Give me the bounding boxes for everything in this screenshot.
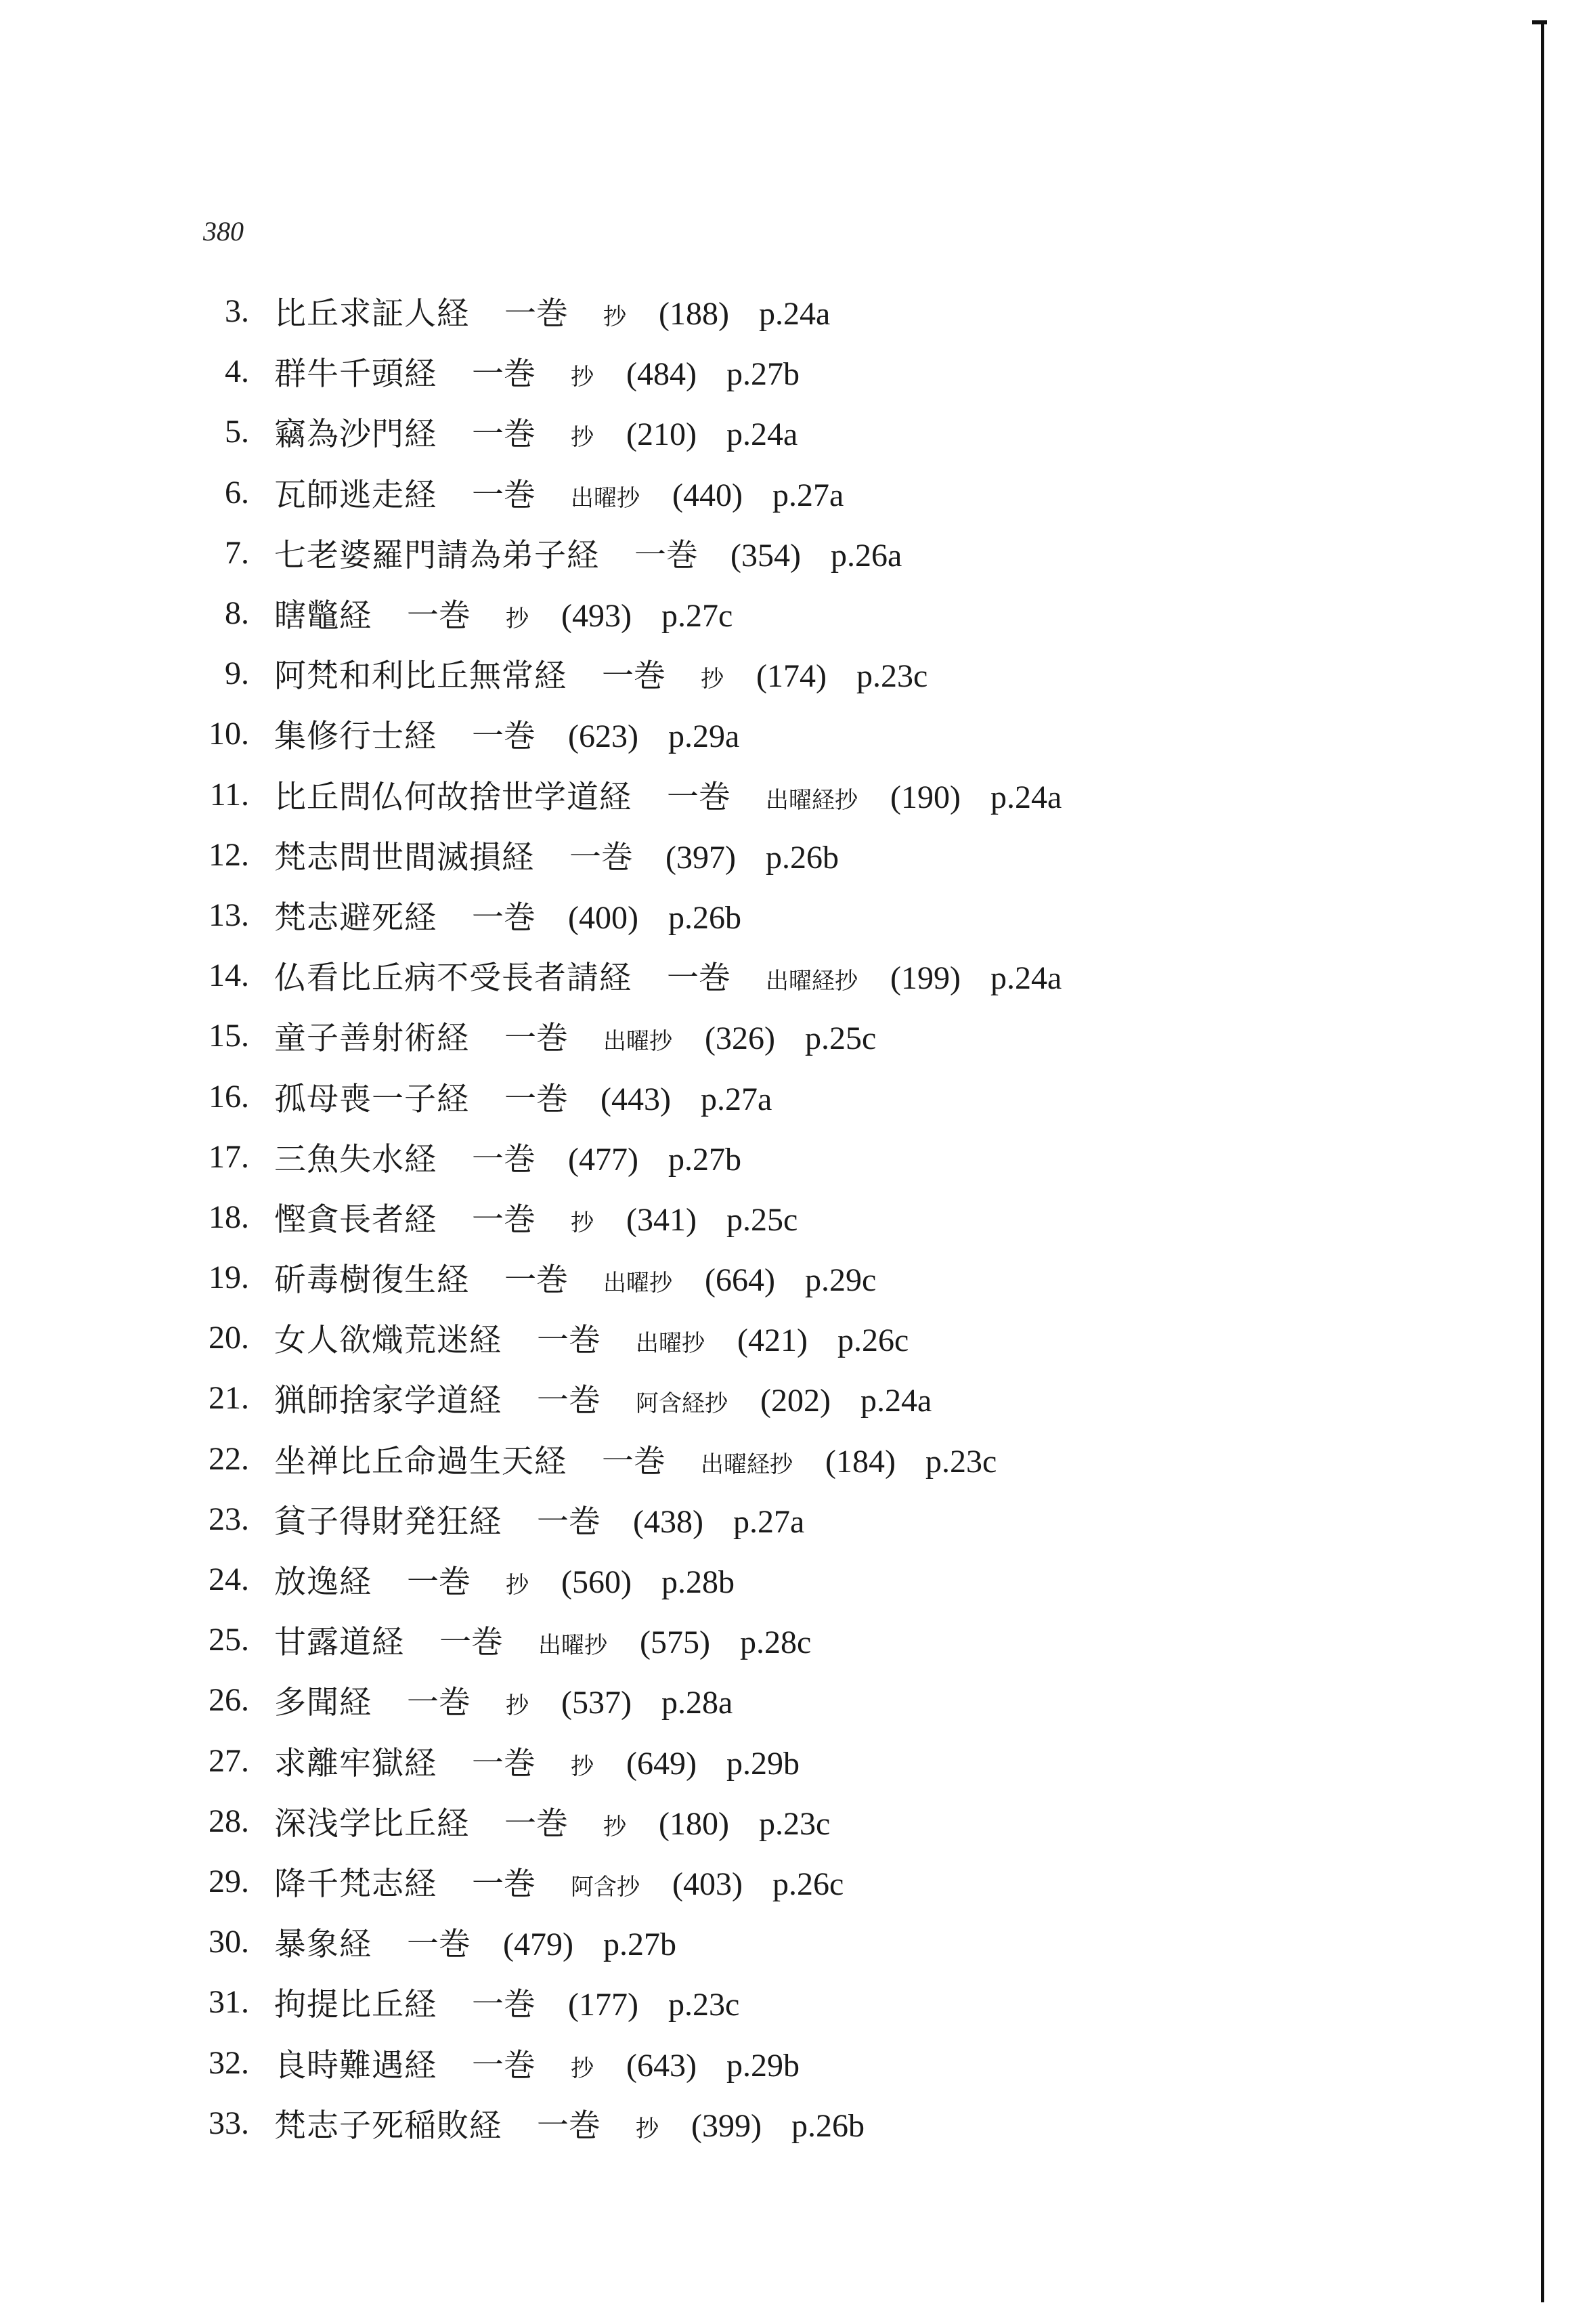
entry-body (274, 953, 1062, 998)
list-item (0, 1429, 1572, 1489)
list-item (0, 1912, 1572, 1972)
entry-number: 5. (225, 414, 249, 450)
entry-catalog-number: (326) (705, 1020, 775, 1057)
entry-catalog-number: (184) (825, 1443, 896, 1480)
entry-body (274, 590, 733, 636)
list-item (0, 1308, 1572, 1368)
entry-number: 20. (209, 1320, 249, 1356)
entry-body (274, 1195, 798, 1240)
list-item (0, 1368, 1572, 1428)
entry-title: 猟師捨家学道経 (274, 1382, 502, 1420)
entry-page-reference: p.26b (668, 899, 741, 936)
entry-number: 8. (225, 595, 249, 632)
entry-title: 貧子得財発狂経 (274, 1503, 502, 1541)
entry-fascicle: 一巻 (602, 658, 665, 695)
entry-catalog-number: (649) (626, 1745, 697, 1782)
entry-note: 抄 (506, 1572, 529, 1599)
entry-note: 出曜抄 (603, 1270, 672, 1297)
entry-page-reference: p.29b (726, 1745, 800, 1782)
entry-fascicle: 一巻 (472, 1865, 536, 1903)
page-number: 380 (203, 216, 244, 246)
entry-catalog-number: (664) (705, 1262, 775, 1299)
entry-fascicle: 一巻 (537, 1503, 601, 1541)
entry-catalog-number: (174) (756, 658, 827, 695)
entry-title: 三魚失水経 (274, 1140, 437, 1178)
entry-note: 抄 (571, 1209, 594, 1236)
list-item (0, 885, 1572, 945)
entry-catalog-number: (477) (568, 1141, 638, 1178)
entry-catalog-number: (493) (561, 598, 632, 634)
entry-body (274, 1074, 772, 1119)
list-item (0, 2093, 1572, 2153)
entry-catalog-number: (190) (890, 779, 961, 815)
entry-body (274, 2040, 800, 2086)
entry-fascicle: 一巻 (472, 476, 536, 514)
entry-title: 孤母喪一子経 (274, 1080, 469, 1118)
entry-page-reference: p.26b (791, 2107, 865, 2144)
entry-page-reference: p.26c (772, 1866, 844, 1902)
entry-number: 12. (209, 836, 249, 873)
entry-note: 出曜抄 (603, 1028, 672, 1056)
entry-body (274, 1375, 932, 1421)
list-item (0, 945, 1572, 1006)
entry-title: 比丘問仏何故捨世学道経 (274, 778, 632, 816)
entry-note: 出曜抄 (636, 1330, 705, 1358)
entry-fascicle: 一巻 (472, 2046, 536, 2084)
entry-body (274, 349, 800, 394)
entry-page-reference: p.23c (758, 1805, 831, 1842)
entry-catalog-number: (399) (691, 2107, 762, 2144)
entry-note: 抄 (571, 364, 594, 391)
entry-body (274, 1497, 804, 1542)
entry-catalog-number: (180) (659, 1805, 729, 1842)
entry-title: 女人欲熾荒迷経 (274, 1322, 502, 1360)
entry-note: 阿含経抄 (636, 1390, 728, 1418)
entry-fascicle: 一巻 (504, 1805, 568, 1843)
entry-body (274, 1255, 876, 1300)
entry-title: 良時難遇経 (274, 2046, 437, 2084)
entry-catalog-number: (202) (760, 1383, 831, 1419)
entry-fascicle: 一巻 (472, 416, 536, 454)
entry-number: 19. (209, 1260, 249, 1296)
entry-body (274, 1436, 997, 1482)
entry-body (274, 1979, 739, 2025)
entry-title: 求離牢獄経 (274, 1744, 437, 1782)
entry-body (274, 2101, 865, 2146)
list-item (0, 341, 1572, 402)
entry-fascicle: 一巻 (537, 2107, 601, 2145)
entry-note: 出曜経抄 (766, 968, 858, 995)
entry-title: 斫毒樹復生経 (274, 1262, 469, 1299)
entry-number: 26. (209, 1682, 249, 1719)
entry-note: 出曜経抄 (701, 1450, 793, 1478)
list-item (0, 1006, 1572, 1066)
entry-fascicle: 一巻 (407, 1564, 471, 1601)
entry-page-reference: p.23c (668, 1987, 740, 2023)
entry-number: 4. (225, 353, 249, 390)
entry-number: 9. (225, 655, 249, 692)
entry-catalog-number: (199) (890, 960, 961, 997)
list-item (0, 1851, 1572, 1912)
list-item (0, 765, 1572, 825)
entry-catalog-number: (443) (601, 1081, 671, 1117)
entry-catalog-number: (537) (561, 1685, 632, 1721)
entry-title: 梵志避死経 (274, 899, 437, 937)
entry-number: 6. (225, 474, 249, 511)
entry-catalog-number: (210) (626, 416, 697, 453)
entry-body (274, 651, 927, 696)
entry-number: 13. (209, 897, 249, 933)
entry-page-reference: p.29c (804, 1262, 877, 1299)
entry-number: 31. (209, 1984, 249, 2021)
entry-title: 降千梵志経 (274, 1865, 437, 1903)
list-item (0, 1247, 1572, 1308)
entry-fascicle: 一巻 (472, 899, 536, 937)
entry-page-reference: p.26b (765, 839, 839, 876)
entry-page-reference: p.27a (772, 477, 844, 513)
entry-catalog-number: (403) (672, 1866, 743, 1902)
entry-body (274, 409, 798, 454)
entry-fascicle: 一巻 (667, 778, 730, 816)
entry-fascicle: 一巻 (634, 536, 698, 574)
entry-fascicle: 一巻 (569, 838, 633, 876)
entry-number: 21. (209, 1380, 249, 1417)
entry-page-reference: p.27b (603, 1927, 676, 1963)
entry-catalog-number: (479) (503, 1927, 573, 1963)
entry-number: 25. (209, 1622, 249, 1658)
entry-note: 抄 (603, 303, 626, 331)
entry-body (274, 832, 839, 878)
entry-title: 比丘求証人経 (274, 295, 469, 333)
entry-page-reference: p.28b (661, 1564, 735, 1601)
page-edge-line (1541, 20, 1544, 2302)
entry-body (274, 1617, 811, 1662)
entry-page-reference: p.29a (668, 718, 740, 755)
entry-title: 阿梵和利比丘無常経 (274, 658, 567, 695)
entry-fascicle: 一巻 (504, 1262, 568, 1299)
entry-page-reference: p.25c (804, 1020, 877, 1057)
entry-note: 抄 (603, 1813, 626, 1841)
entry-note: 抄 (506, 605, 529, 633)
entry-note: 抄 (506, 1692, 529, 1720)
entry-fascicle: 一巻 (504, 1020, 568, 1058)
list-item (0, 1549, 1572, 1610)
entry-body (274, 1557, 735, 1602)
entry-title: 仏看比丘病不受長者請経 (274, 960, 632, 997)
entry-number: 10. (209, 716, 249, 752)
list-item (0, 643, 1572, 704)
entry-page-reference: p.24a (990, 960, 1062, 997)
entry-title: 梵志子死稲敗経 (274, 2107, 502, 2145)
entry-page-reference: p.28a (661, 1685, 733, 1721)
entry-fascicle: 一巻 (504, 295, 568, 333)
entry-catalog-number: (643) (626, 2047, 697, 2084)
entry-note: 抄 (636, 2115, 659, 2143)
entry-number: 11. (209, 776, 249, 813)
entry-number: 14. (209, 957, 249, 994)
entry-body (274, 1919, 676, 1964)
entry-number: 27. (209, 1742, 249, 1779)
entry-fascicle: 一巻 (439, 1624, 503, 1662)
entry-body (274, 772, 1062, 817)
entry-title: 拘提比丘経 (274, 1986, 437, 2024)
entry-body (274, 1738, 800, 1784)
entry-page-reference: p.24a (860, 1383, 932, 1419)
list-item (0, 1972, 1572, 2032)
list-item (0, 1791, 1572, 1851)
entry-number: 33. (209, 2105, 249, 2141)
entry-fascicle: 一巻 (407, 1926, 471, 1964)
entry-fascicle: 一巻 (537, 1322, 601, 1360)
entry-title: 慳貪長者経 (274, 1201, 437, 1239)
list-item (0, 583, 1572, 643)
entry-number: 7. (225, 534, 249, 571)
entry-note: 抄 (571, 2054, 594, 2082)
entry-title: 甘露道経 (274, 1624, 404, 1662)
list-item (0, 1066, 1572, 1126)
entry-number: 17. (209, 1138, 249, 1175)
entry-catalog-number: (421) (737, 1322, 808, 1359)
entry-catalog-number: (484) (626, 356, 697, 393)
entry-catalog-number: (438) (633, 1503, 703, 1540)
entry-note: 出曜抄 (571, 484, 640, 512)
list-item (0, 523, 1572, 583)
entry-number: 28. (209, 1803, 249, 1839)
entry-title: 七老婆羅門請為弟子経 (274, 536, 599, 574)
entry-page-reference: p.27b (726, 356, 800, 393)
entry-catalog-number: (440) (672, 477, 743, 513)
entry-title: 群牛千頭経 (274, 356, 437, 393)
entry-fascicle: 一巻 (472, 1744, 536, 1782)
entry-note: 抄 (571, 1752, 594, 1780)
entry-body (274, 1799, 830, 1844)
entry-body (274, 892, 741, 938)
entry-title: 竊為沙門経 (274, 416, 437, 454)
entry-fascicle: 一巻 (537, 1382, 601, 1420)
list-item (0, 1489, 1572, 1549)
entry-number: 22. (209, 1440, 249, 1477)
entry-body (274, 711, 739, 756)
entry-number: 16. (209, 1078, 249, 1115)
entry-page-reference: p.27a (733, 1503, 805, 1540)
sutra-list (0, 281, 1572, 2153)
entry-fascicle: 一巻 (602, 1442, 665, 1480)
entry-note: 阿含抄 (571, 1873, 640, 1901)
entry-title: 童子善射術経 (274, 1020, 469, 1058)
list-item (0, 704, 1572, 764)
entry-number: 18. (209, 1199, 249, 1235)
entry-catalog-number: (397) (665, 839, 736, 876)
entry-page-reference: p.27a (700, 1081, 772, 1117)
entry-fascicle: 一巻 (472, 1986, 536, 2024)
entry-catalog-number: (400) (568, 899, 638, 936)
list-item (0, 1127, 1572, 1187)
entry-number: 30. (209, 1924, 249, 1960)
entry-body (274, 288, 830, 334)
entry-catalog-number: (177) (568, 1987, 638, 2023)
entry-body (274, 1134, 741, 1180)
entry-fascicle: 一巻 (667, 960, 730, 997)
page-edge-tick (1532, 20, 1547, 24)
entry-number: 15. (209, 1018, 249, 1054)
entry-note: 出曜抄 (538, 1632, 607, 1660)
entry-fascicle: 一巻 (472, 356, 536, 393)
entry-fascicle: 一巻 (472, 1140, 536, 1178)
entry-page-reference: p.24a (758, 296, 831, 332)
entry-page-reference: p.29b (726, 2047, 800, 2084)
entry-page-reference: p.28c (739, 1624, 812, 1661)
entry-body (274, 1315, 909, 1360)
entry-title: 集修行士経 (274, 718, 437, 756)
entry-body (274, 530, 902, 576)
entry-page-reference: p.27c (661, 598, 733, 634)
entry-title: 暴象経 (274, 1926, 372, 1964)
entry-page-reference: p.26a (830, 537, 902, 574)
entry-number: 23. (209, 1501, 249, 1537)
entry-number: 3. (225, 293, 249, 330)
entry-fascicle: 一巻 (407, 597, 471, 635)
entry-title: 放逸経 (274, 1564, 372, 1601)
entry-catalog-number: (188) (659, 296, 729, 332)
entry-body (274, 470, 844, 515)
entry-number: 32. (209, 2044, 249, 2081)
entry-fascicle: 一巻 (504, 1080, 568, 1118)
list-item (0, 2032, 1572, 2092)
entry-body (274, 1013, 876, 1058)
entry-title: 瞎鼈経 (274, 597, 372, 635)
list-item (0, 1670, 1572, 1730)
entry-page-reference: p.24a (726, 416, 798, 453)
entry-title: 多聞経 (274, 1684, 372, 1722)
entry-note: 抄 (571, 424, 594, 452)
entry-page-reference: p.27b (668, 1141, 741, 1178)
list-item (0, 281, 1572, 341)
entry-body (274, 1859, 844, 1904)
entry-title: 坐禅比丘命過生天経 (274, 1442, 567, 1480)
entry-note: 抄 (701, 666, 724, 693)
entry-catalog-number: (575) (640, 1624, 710, 1661)
list-item (0, 1187, 1572, 1247)
entry-catalog-number: (354) (730, 537, 801, 574)
entry-number: 29. (209, 1863, 249, 1899)
entry-number: 24. (209, 1562, 249, 1598)
entry-title: 深浅学比丘経 (274, 1805, 469, 1843)
entry-title: 瓦師逃走経 (274, 476, 437, 514)
entry-page-reference: p.23c (925, 1443, 997, 1480)
list-item (0, 1610, 1572, 1670)
entry-fascicle: 一巻 (472, 1201, 536, 1239)
list-item (0, 1731, 1572, 1791)
entry-note: 出曜経抄 (766, 786, 858, 814)
entry-page-reference: p.25c (726, 1201, 798, 1238)
entry-title: 梵志問世間滅損経 (274, 838, 534, 876)
entry-page-reference: p.24a (990, 779, 1062, 815)
entry-page-reference: p.23c (856, 658, 928, 695)
entry-fascicle: 一巻 (407, 1684, 471, 1722)
list-item (0, 825, 1572, 885)
entry-body (274, 1677, 733, 1723)
entry-catalog-number: (623) (568, 718, 638, 755)
entry-page-reference: p.26c (837, 1322, 909, 1359)
list-item (0, 402, 1572, 462)
entry-fascicle: 一巻 (472, 718, 536, 756)
list-item (0, 462, 1572, 523)
entry-catalog-number: (560) (561, 1564, 632, 1601)
entry-catalog-number: (341) (626, 1201, 697, 1238)
